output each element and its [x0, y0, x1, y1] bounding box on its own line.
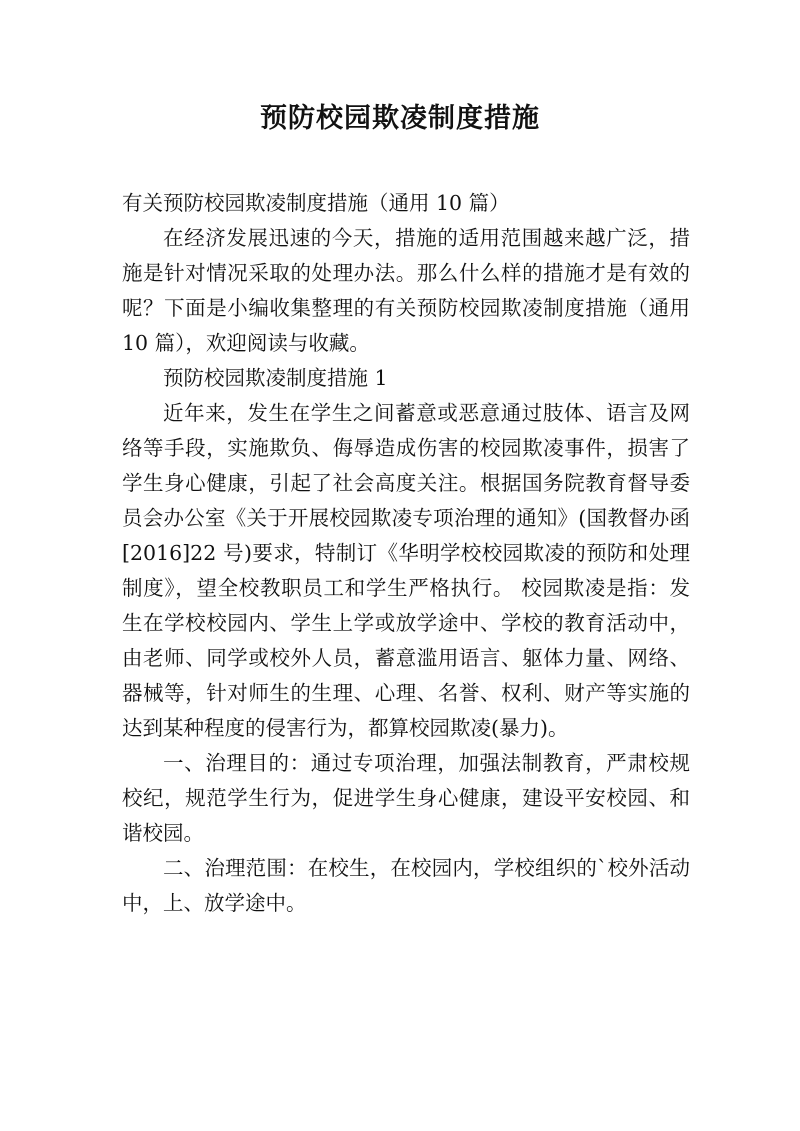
section-heading: 预防校园欺凌制度措施 1 [163, 366, 388, 390]
body-paragraph: 二、治理范围：在校生，在校园内，学校组织的`校外活动中，上、放学途中。 [122, 856, 690, 915]
body-paragraph: 近年来，发生在学生之间蓄意或恶意通过肢体、语言及网络等手段，实施欺负、侮辱造成伤害的校园欺凌事件，损害了学生身心健康，引起了社会高度关注。根据国务院教育督导委员会办公室《关于开展校园欺凌专项治理的通知》(国教督办函[2016]22 号)要求，特制订《华明学校校园欺凌的预防和处理制度》，望全校教职员工和学生严格执行。 校园欺凌是指：发生在学校校园内、学生上学或放学途中、学校的教育活动中，由老师、同学或校外人员，蓄意滥用语言、躯体力量、网络、器械等，针对师生的生理、心理、名誉、权利、财产等实施的达到某种程度的侵害行为，都算校园欺凌(暴力)。 [122, 401, 690, 740]
document-title: 预防校园欺凌制度措施 [260, 103, 540, 134]
document-body [122, 186, 690, 921]
intro-paragraph: 在经济发展迅速的今天，措施的适用范围越来越广泛，措施是针对情况采取的处理办法。那么什么样的措施才是有效的呢？下面是小编收集整理的有关预防校园欺凌制度措施（通用 10 篇），欢迎阅读与收藏。 [122, 226, 690, 355]
document-subtitle: 有关预防校园欺凌制度措施（通用 10 篇） [122, 191, 510, 215]
body-paragraph: 一、治理目的：通过专项治理，加强法制教育，严肃校规校纪，规范学生行为，促进学生身心健康，建设平安校园、和谐校园。 [122, 751, 690, 845]
